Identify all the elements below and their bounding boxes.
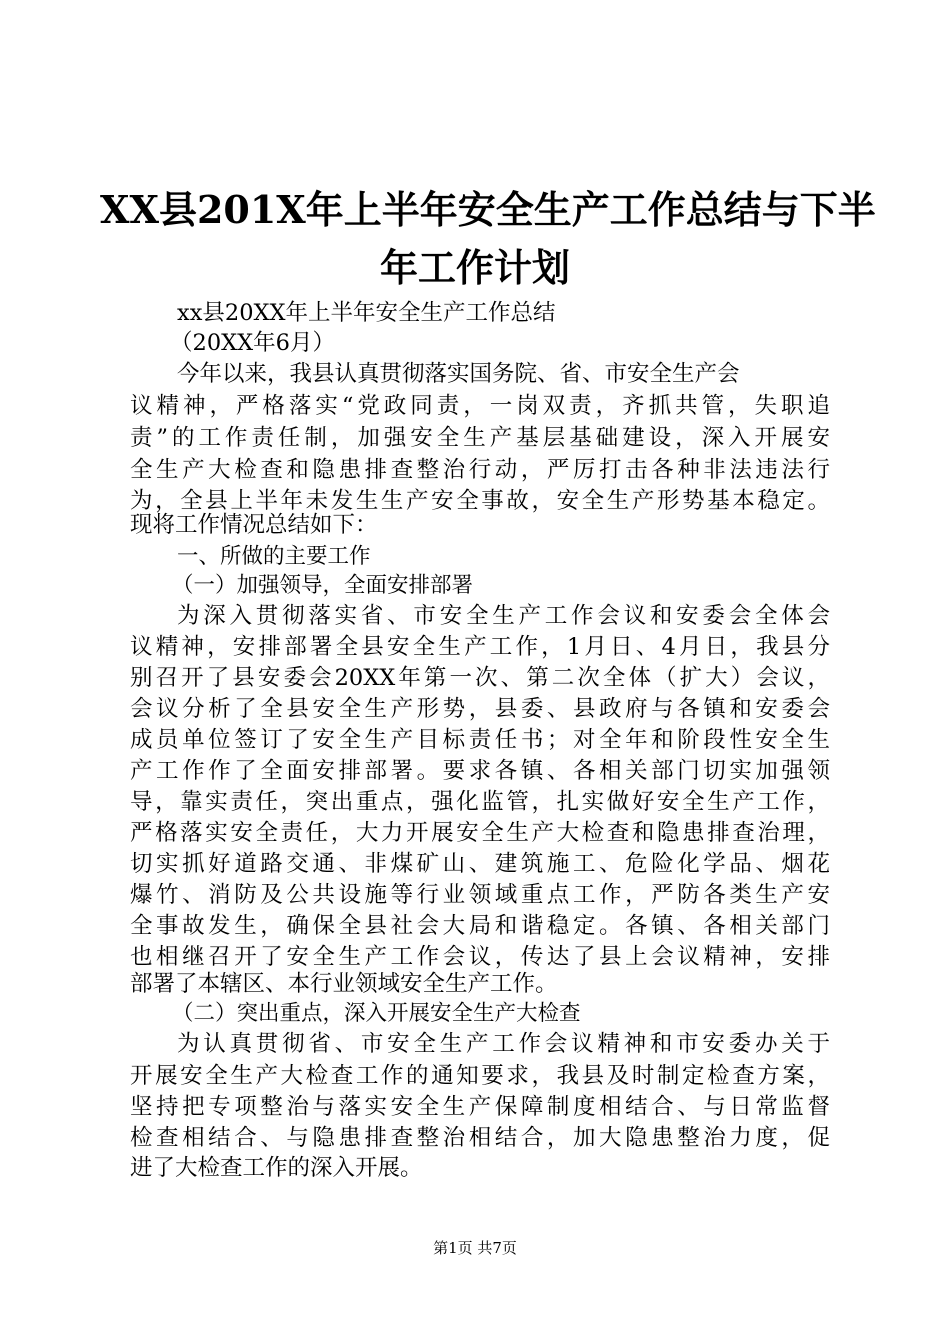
body-line: 议精神，安排部署全县安全生产工作，1月日、4月日，我县分 (130, 634, 830, 660)
body-line: 部署了本辖区、本行业领域安全生产工作。 (130, 971, 558, 997)
body-line: 切实抓好道路交通、非煤矿山、建筑施工、危险化学品、烟花 (130, 851, 830, 877)
section-heading: 一、所做的主要工作 (177, 544, 371, 569)
intro-line: 议精神，严格落实“党政同责，一岗双责，齐抓共管，失职追 (130, 393, 830, 419)
document-title-line-1: XX县201X年上半年安全生产工作总结与下半 (100, 187, 876, 232)
body-line: 爆竹、消防及公共设施等行业领域重点工作，严防各类生产安 (130, 882, 830, 908)
body-line: 坚持把专项整治与落实安全生产保障制度相结合、与日常监督 (130, 1094, 830, 1120)
subsection-heading: （二）突出重点，深入开展安全生产大检查 (172, 1001, 581, 1026)
intro-line: 为，全县上半年未发生生产安全事故，安全生产形势基本稳定。 (130, 488, 830, 514)
body-line: 开展安全生产大检查工作的通知要求，我县及时制定检查方案， (130, 1063, 830, 1089)
body-line: 会议分析了全县安全生产形势，县委、县政府与各镇和安委会 (130, 696, 830, 722)
intro-line: 全生产大检查和隐患排查整治行动，严厉打击各种非法违法行 (130, 457, 830, 483)
body-line: 为认真贯彻省、市安全生产工作会议精神和市安委办关于 (177, 1031, 830, 1057)
body-line: 别召开了县安委会20XX年第一次、第二次全体（扩大）会议， (130, 665, 830, 691)
body-line: 全事故发生，确保全县社会大局和谐稳定。各镇、各相关部门 (130, 913, 830, 939)
page-footer: 第1页 共7页 (433, 1239, 517, 1257)
intro-line: 现将工作情况总结如下： (130, 512, 378, 538)
document-date: （20XX年6月） (170, 330, 335, 356)
intro-line: 今年以来，我县认真贯彻落实国务院、省、市安全生产会 (177, 361, 740, 387)
body-line: 导，靠实责任，突出重点，强化监管，扎实做好安全生产工作， (130, 789, 830, 815)
body-line: 产工作作了全面安排部署。要求各镇、各相关部门切实加强领 (130, 758, 830, 784)
body-line: 进了大检查工作的深入开展。 (130, 1155, 423, 1181)
body-line: 为深入贯彻落实省、市安全生产工作会议和安委会全体会 (177, 603, 830, 629)
document-subtitle: xx县20XX年上半年安全生产工作总结 (177, 300, 556, 326)
body-line: 成员单位签订了安全生产目标责任书；对全年和阶段性安全生 (130, 727, 830, 753)
intro-line: 责”的工作责任制，加强安全生产基层基础建设，深入开展安 (130, 425, 830, 451)
body-line: 严格落实安全责任，大力开展安全生产大检查和隐患排查治理， (130, 820, 830, 846)
body-line: 也相继召开了安全生产工作会议，传达了县上会议精神，安排 (130, 944, 830, 970)
subsection-heading: （一）加强领导，全面安排部署 (172, 573, 474, 598)
document-title-line-2: 年工作计划 (379, 245, 570, 290)
body-line: 检查相结合、与隐患排查整治相结合，加大隐患整治力度，促 (130, 1125, 830, 1151)
